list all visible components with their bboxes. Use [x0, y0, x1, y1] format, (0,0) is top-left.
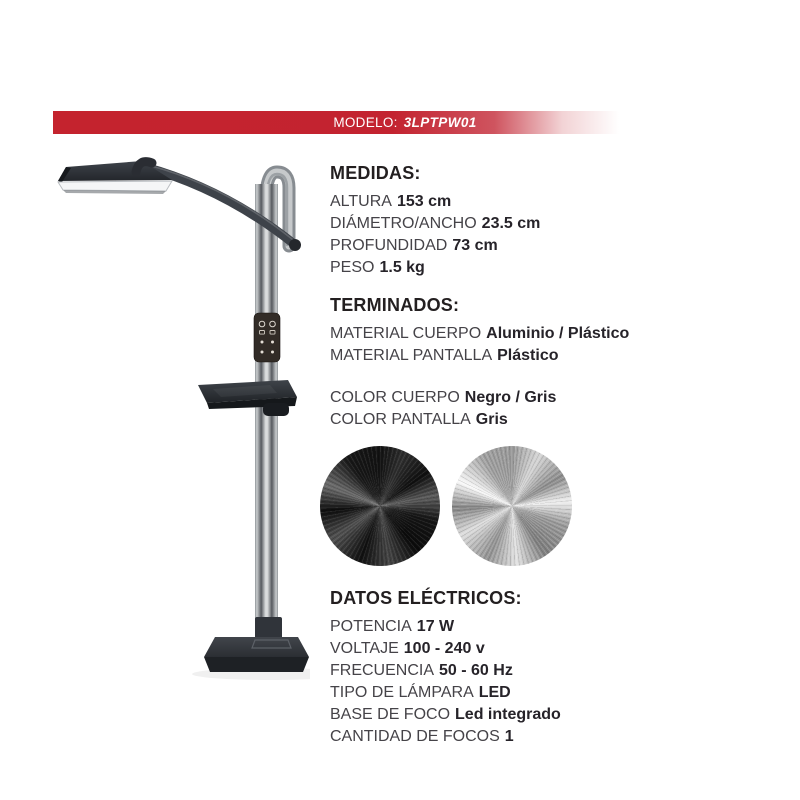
spec-row-cantidad-focos: CANTIDAD DE FOCOS 1 [330, 728, 514, 745]
lamp-base [204, 617, 309, 672]
spec-row-profundidad: PROFUNDIDAD 73 cm [330, 237, 498, 254]
model-banner-text [53, 111, 619, 134]
spec-row-peso: PESO 1.5 kg [330, 259, 425, 276]
spec-row-tipo-lampara: TIPO DE LÁMPARA LED [330, 684, 511, 701]
section-medidas [330, 163, 540, 279]
model-label: MODELO: [333, 115, 398, 130]
spec-row-frecuencia: FRECUENCIA 50 - 60 Hz [330, 662, 513, 679]
lamp-head [58, 161, 172, 194]
spacer [330, 367, 629, 387]
product-image-floor-lamp [30, 140, 310, 680]
button-dot [261, 341, 264, 344]
led-diffuser [58, 181, 172, 191]
spec-row-color-cuerpo: COLOR CUERPO Negro / Gris [330, 389, 557, 406]
control-panel [254, 313, 280, 362]
section-terminados [330, 295, 629, 431]
section-datos-electricos [330, 588, 561, 748]
gris-metal-swatch [452, 446, 572, 566]
spec-row-voltaje: VOLTAJE 100 - 240 v [330, 640, 485, 657]
spec-row-color-pantalla: COLOR PANTALLA Gris [330, 411, 508, 428]
spec-row-altura: ALTURA 153 cm [330, 193, 452, 210]
section-title: DATOS ELÉCTRICOS: [330, 588, 522, 608]
spec-row-base-foco: BASE DE FOCO Led integrado [330, 706, 561, 723]
negro-metal-swatch [320, 446, 440, 566]
model-number: 3LPTPW01 [403, 115, 477, 130]
spec-row-diametro-ancho: DIÁMETRO/ANCHO 23.5 cm [330, 215, 541, 232]
spec-row-material-pantalla: MATERIAL PANTALLA Plástico [330, 347, 559, 364]
button-dot [271, 351, 274, 354]
spec-row-material-cuerpo: MATERIAL CUERPO Aluminio / Plástico [330, 325, 630, 342]
tray-shelf [198, 380, 297, 416]
section-title: MEDIDAS: [330, 163, 421, 183]
spec-row-potencia: POTENCIA 17 W [330, 618, 455, 635]
model-banner [53, 111, 619, 134]
button-dot [271, 341, 274, 344]
section-title: TERMINADOS: [330, 295, 460, 315]
button-dot [261, 351, 264, 354]
